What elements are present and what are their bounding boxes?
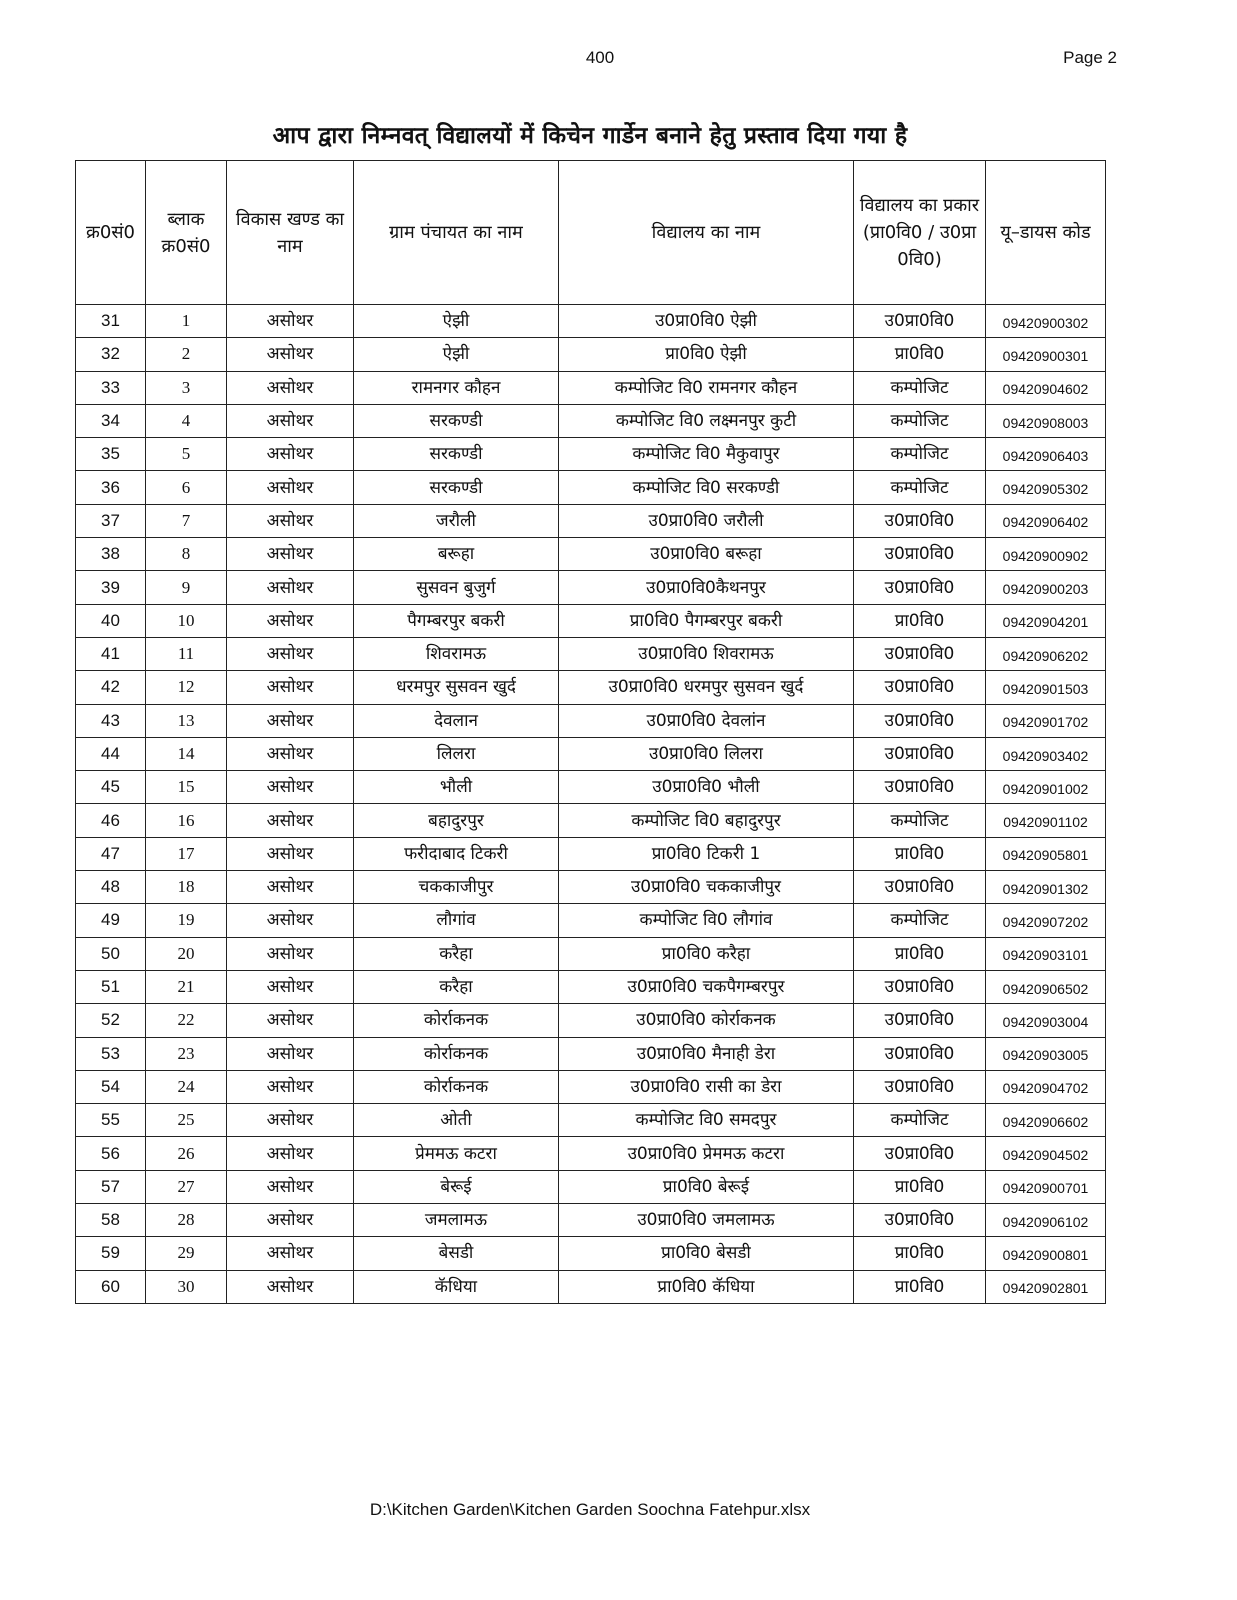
block-name-cell: असोथर — [227, 305, 354, 338]
header-school-type: विद्यालय का प्रकार (प्रा0वि0 / उ0प्रा 0वि0) — [854, 161, 986, 305]
block-serial-cell: 1 — [146, 305, 227, 338]
school-type-cell: उ0प्रा0वि0 — [854, 871, 986, 904]
table-row — [76, 837, 1106, 870]
table-row — [76, 970, 1106, 1003]
school-type-cell: प्रा0वि0 — [854, 837, 986, 870]
udise-code-cell: 09420900301 — [986, 338, 1106, 371]
block-name-cell: असोथर — [227, 904, 354, 937]
serial-cell: 58 — [76, 1204, 146, 1237]
block-name-cell: असोथर — [227, 338, 354, 371]
gram-panchayat-cell: सरकण्डी — [354, 438, 559, 471]
block-serial-cell: 16 — [146, 804, 227, 837]
school-name-cell: उ0प्रा0वि0 शिवरामऊ — [559, 637, 854, 670]
udise-code-cell: 09420901702 — [986, 704, 1106, 737]
block-serial-cell: 5 — [146, 438, 227, 471]
gram-panchayat-cell: सुसवन बुजुर्ग — [354, 571, 559, 604]
block-name-cell: असोथर — [227, 1104, 354, 1137]
block-serial-cell: 28 — [146, 1204, 227, 1237]
table-row — [76, 637, 1106, 670]
udise-code-cell: 09420903004 — [986, 1004, 1106, 1037]
serial-cell: 57 — [76, 1170, 146, 1203]
serial-cell: 54 — [76, 1070, 146, 1103]
block-serial-cell: 30 — [146, 1270, 227, 1303]
table-row — [76, 471, 1106, 504]
serial-cell: 32 — [76, 338, 146, 371]
block-serial-cell: 18 — [146, 871, 227, 904]
table-row — [76, 1104, 1106, 1137]
serial-cell: 60 — [76, 1270, 146, 1303]
table-row — [76, 671, 1106, 704]
udise-code-cell: 09420904602 — [986, 371, 1106, 404]
block-name-cell: असोथर — [227, 1070, 354, 1103]
table-row — [76, 438, 1106, 471]
block-name-cell: असोथर — [227, 1004, 354, 1037]
school-name-cell: कम्पोजिट वि0 लक्ष्मनपुर कुटी — [559, 404, 854, 437]
udise-code-cell: 09420906402 — [986, 504, 1106, 537]
block-serial-cell: 21 — [146, 970, 227, 1003]
gram-panchayat-cell: चककाजीपुर — [354, 871, 559, 904]
block-serial-cell: 11 — [146, 637, 227, 670]
gram-panchayat-cell: जमलामऊ — [354, 1204, 559, 1237]
block-name-cell: असोथर — [227, 1270, 354, 1303]
serial-cell: 43 — [76, 704, 146, 737]
udise-code-cell: 09420905801 — [986, 837, 1106, 870]
gram-panchayat-cell: फरीदाबाद टिकरी — [354, 837, 559, 870]
gram-panchayat-cell: बहादुरपुर — [354, 804, 559, 837]
table-row — [76, 1037, 1106, 1070]
school-name-cell: उ0प्रा0वि0 भौली — [559, 771, 854, 804]
serial-cell: 56 — [76, 1137, 146, 1170]
block-name-cell: असोथर — [227, 504, 354, 537]
block-name-cell: असोथर — [227, 937, 354, 970]
school-type-cell: कम्पोजिट — [854, 804, 986, 837]
school-name-cell: उ0प्रा0वि0 कोर्राकनक — [559, 1004, 854, 1037]
block-name-cell: असोथर — [227, 637, 354, 670]
block-serial-cell: 14 — [146, 737, 227, 770]
block-name-cell: असोथर — [227, 1137, 354, 1170]
udise-code-cell: 09420903101 — [986, 937, 1106, 970]
serial-cell: 33 — [76, 371, 146, 404]
block-name-cell: असोथर — [227, 1204, 354, 1237]
school-name-cell: उ0प्रा0वि0 लिलरा — [559, 737, 854, 770]
gram-panchayat-cell: लिलरा — [354, 737, 559, 770]
gram-panchayat-cell: कोर्राकनक — [354, 1070, 559, 1103]
school-type-cell: प्रा0वि0 — [854, 937, 986, 970]
header-block-name: विकास खण्ड का नाम — [227, 161, 354, 305]
school-type-cell: कम्पोजिट — [854, 471, 986, 504]
gram-panchayat-cell: कॅधिया — [354, 1270, 559, 1303]
school-type-cell: प्रा0वि0 — [854, 338, 986, 371]
school-type-cell: उ0प्रा0वि0 — [854, 1004, 986, 1037]
school-type-cell: कम्पोजिट — [854, 438, 986, 471]
school-type-cell: उ0प्रा0वि0 — [854, 704, 986, 737]
block-serial-cell: 2 — [146, 338, 227, 371]
serial-cell: 53 — [76, 1037, 146, 1070]
gram-panchayat-cell: कोर्राकनक — [354, 1037, 559, 1070]
school-name-cell: प्रा0वि0 टिकरी 1 — [559, 837, 854, 870]
school-type-cell: उ0प्रा0वि0 — [854, 1137, 986, 1170]
school-name-cell: उ0प्रा0वि0 जरौली — [559, 504, 854, 537]
block-name-cell: असोथर — [227, 538, 354, 571]
block-serial-cell: 23 — [146, 1037, 227, 1070]
block-name-cell: असोथर — [227, 604, 354, 637]
gram-panchayat-cell: बेसडी — [354, 1237, 559, 1270]
table-row — [76, 305, 1106, 338]
school-name-cell: उ0प्रा0वि0कैथनपुर — [559, 571, 854, 604]
school-name-cell: कम्पोजिट वि0 रामनगर कौहन — [559, 371, 854, 404]
serial-cell: 51 — [76, 970, 146, 1003]
table-row — [76, 1170, 1106, 1203]
school-name-cell: उ0प्रा0वि0 बरूहा — [559, 538, 854, 571]
block-serial-cell: 13 — [146, 704, 227, 737]
page-number: 400 — [585, 48, 615, 67]
school-name-cell: कम्पोजिट वि0 मैकुवापुर — [559, 438, 854, 471]
file-path-footer: D:\Kitchen Garden\Kitchen Garden Soochna Fatehpur.xlsx — [369, 1500, 811, 1519]
school-name-cell: कम्पोजिट वि0 लौगांव — [559, 904, 854, 937]
serial-cell: 40 — [76, 604, 146, 637]
school-type-cell: कम्पोजिट — [854, 1104, 986, 1137]
serial-cell: 55 — [76, 1104, 146, 1137]
block-serial-cell: 3 — [146, 371, 227, 404]
school-type-cell: उ0प्रा0वि0 — [854, 504, 986, 537]
table-row — [76, 1204, 1106, 1237]
school-type-cell: कम्पोजिट — [854, 904, 986, 937]
block-name-cell: असोथर — [227, 471, 354, 504]
udise-code-cell: 09420906202 — [986, 637, 1106, 670]
block-serial-cell: 19 — [146, 904, 227, 937]
school-name-cell: उ0प्रा0वि0 प्रेममऊ कटरा — [559, 1137, 854, 1170]
udise-code-cell: 09420902801 — [986, 1270, 1106, 1303]
gram-panchayat-cell: जरौली — [354, 504, 559, 537]
gram-panchayat-cell: देवलान — [354, 704, 559, 737]
table-row — [76, 937, 1106, 970]
serial-cell: 47 — [76, 837, 146, 870]
serial-cell: 45 — [76, 771, 146, 804]
table-row — [76, 704, 1106, 737]
serial-cell: 44 — [76, 737, 146, 770]
header-udise-code: यू–डायस कोड — [986, 161, 1106, 305]
page-label: Page 2 — [1063, 48, 1117, 67]
table-row — [76, 571, 1106, 604]
school-name-cell: प्रा0वि0 बेरूई — [559, 1170, 854, 1203]
header-block-serial: ब्लाक क्र0सं0 — [146, 161, 227, 305]
school-type-cell: उ0प्रा0वि0 — [854, 970, 986, 1003]
document-title: आप द्वारा निम्नवत् विद्यालयों में किचेन गार्डेन बनाने हेतु प्रस्ताव दिया गया है — [272, 123, 908, 149]
block-serial-cell: 27 — [146, 1170, 227, 1203]
serial-cell: 35 — [76, 438, 146, 471]
block-serial-cell: 8 — [146, 538, 227, 571]
block-name-cell: असोथर — [227, 1237, 354, 1270]
gram-panchayat-cell: बेरूई — [354, 1170, 559, 1203]
udise-code-cell: 09420907202 — [986, 904, 1106, 937]
udise-code-cell: 09420906502 — [986, 970, 1106, 1003]
gram-panchayat-cell: ऐझी — [354, 305, 559, 338]
block-serial-cell: 6 — [146, 471, 227, 504]
udise-code-cell: 09420900801 — [986, 1237, 1106, 1270]
udise-code-cell: 09420906602 — [986, 1104, 1106, 1137]
udise-code-cell: 09420901302 — [986, 871, 1106, 904]
table-row — [76, 404, 1106, 437]
school-type-cell: उ0प्रा0वि0 — [854, 1070, 986, 1103]
udise-code-cell: 09420906102 — [986, 1204, 1106, 1237]
table-row — [76, 1070, 1106, 1103]
table-row — [76, 1137, 1106, 1170]
header-serial: क्र0सं0 — [76, 161, 146, 305]
block-serial-cell: 7 — [146, 504, 227, 537]
gram-panchayat-cell: करैहा — [354, 937, 559, 970]
block-name-cell: असोथर — [227, 804, 354, 837]
school-type-cell: उ0प्रा0वि0 — [854, 1037, 986, 1070]
block-name-cell: असोथर — [227, 571, 354, 604]
udise-code-cell: 09420904201 — [986, 604, 1106, 637]
school-type-cell: उ0प्रा0वि0 — [854, 571, 986, 604]
table-row — [76, 538, 1106, 571]
school-name-cell: प्रा0वि0 पैगम्बरपुर बकरी — [559, 604, 854, 637]
udise-code-cell: 09420903005 — [986, 1037, 1106, 1070]
table-row — [76, 338, 1106, 371]
table-row — [76, 737, 1106, 770]
school-type-cell: उ0प्रा0वि0 — [854, 1204, 986, 1237]
udise-code-cell: 09420905302 — [986, 471, 1106, 504]
udise-code-cell: 09420901503 — [986, 671, 1106, 704]
school-name-cell: प्रा0वि0 ऐझी — [559, 338, 854, 371]
gram-panchayat-cell: प्रेममऊ कटरा — [354, 1137, 559, 1170]
block-name-cell: असोथर — [227, 1170, 354, 1203]
school-name-cell: उ0प्रा0वि0 धरमपुर सुसवन खुर्द — [559, 671, 854, 704]
school-type-cell: उ0प्रा0वि0 — [854, 771, 986, 804]
header-school-name: विद्यालय का नाम — [559, 161, 854, 305]
table-row — [76, 604, 1106, 637]
udise-code-cell: 09420900701 — [986, 1170, 1106, 1203]
school-type-cell: उ0प्रा0वि0 — [854, 538, 986, 571]
school-name-cell: उ0प्रा0वि0 चककाजीपुर — [559, 871, 854, 904]
table-row — [76, 504, 1106, 537]
gram-panchayat-cell: धरमपुर सुसवन खुर्द — [354, 671, 559, 704]
udise-code-cell: 09420900203 — [986, 571, 1106, 604]
schools-table — [75, 160, 1106, 1304]
udise-code-cell: 09420908003 — [986, 404, 1106, 437]
school-name-cell: उ0प्रा0वि0 रासी का डेरा — [559, 1070, 854, 1103]
table-row — [76, 804, 1106, 837]
school-name-cell: प्रा0वि0 बेसडी — [559, 1237, 854, 1270]
table-row — [76, 871, 1106, 904]
school-name-cell: प्रा0वि0 करैहा — [559, 937, 854, 970]
table-row — [76, 371, 1106, 404]
block-name-cell: असोथर — [227, 837, 354, 870]
header-gram-panchayat: ग्राम पंचायत का नाम — [354, 161, 559, 305]
school-type-cell: प्रा0वि0 — [854, 1237, 986, 1270]
udise-code-cell: 09420901102 — [986, 804, 1106, 837]
table-row — [76, 1237, 1106, 1270]
block-serial-cell: 25 — [146, 1104, 227, 1137]
school-type-cell: प्रा0वि0 — [854, 604, 986, 637]
udise-code-cell: 09420906403 — [986, 438, 1106, 471]
serial-cell: 37 — [76, 504, 146, 537]
table-row — [76, 771, 1106, 804]
block-name-cell: असोथर — [227, 704, 354, 737]
serial-cell: 36 — [76, 471, 146, 504]
school-type-cell: प्रा0वि0 — [854, 1170, 986, 1203]
school-name-cell: उ0प्रा0वि0 मैनाही डेरा — [559, 1037, 854, 1070]
gram-panchayat-cell: पैगम्बरपुर बकरी — [354, 604, 559, 637]
table-row — [76, 1270, 1106, 1303]
udise-code-cell: 09420901002 — [986, 771, 1106, 804]
school-name-cell: उ0प्रा0वि0 जमलामऊ — [559, 1204, 854, 1237]
block-serial-cell: 9 — [146, 571, 227, 604]
serial-cell: 50 — [76, 937, 146, 970]
gram-panchayat-cell: लौगांव — [354, 904, 559, 937]
block-serial-cell: 15 — [146, 771, 227, 804]
block-name-cell: असोथर — [227, 404, 354, 437]
school-type-cell: कम्पोजिट — [854, 371, 986, 404]
school-name-cell: कम्पोजिट वि0 सरकण्डी — [559, 471, 854, 504]
block-name-cell: असोथर — [227, 970, 354, 1003]
gram-panchayat-cell: शिवरामऊ — [354, 637, 559, 670]
block-serial-cell: 4 — [146, 404, 227, 437]
gram-panchayat-cell: करैहा — [354, 970, 559, 1003]
block-serial-cell: 20 — [146, 937, 227, 970]
block-name-cell: असोथर — [227, 438, 354, 471]
serial-cell: 48 — [76, 871, 146, 904]
block-serial-cell: 10 — [146, 604, 227, 637]
block-name-cell: असोथर — [227, 871, 354, 904]
gram-panchayat-cell: ऐझी — [354, 338, 559, 371]
school-type-cell: प्रा0वि0 — [854, 1270, 986, 1303]
gram-panchayat-cell: रामनगर कौहन — [354, 371, 559, 404]
block-serial-cell: 17 — [146, 837, 227, 870]
gram-panchayat-cell: सरकण्डी — [354, 404, 559, 437]
gram-panchayat-cell: बरूहा — [354, 538, 559, 571]
block-name-cell: असोथर — [227, 737, 354, 770]
school-type-cell: उ0प्रा0वि0 — [854, 737, 986, 770]
school-type-cell: उ0प्रा0वि0 — [854, 637, 986, 670]
block-serial-cell: 29 — [146, 1237, 227, 1270]
udise-code-cell: 09420903402 — [986, 737, 1106, 770]
block-serial-cell: 26 — [146, 1137, 227, 1170]
gram-panchayat-cell: सरकण्डी — [354, 471, 559, 504]
block-serial-cell: 24 — [146, 1070, 227, 1103]
serial-cell: 38 — [76, 538, 146, 571]
serial-cell: 41 — [76, 637, 146, 670]
school-type-cell: कम्पोजिट — [854, 404, 986, 437]
table-body — [76, 305, 1106, 1304]
block-name-cell: असोथर — [227, 671, 354, 704]
school-name-cell: कम्पोजिट वि0 बहादुरपुर — [559, 804, 854, 837]
school-type-cell: उ0प्रा0वि0 — [854, 671, 986, 704]
serial-cell: 34 — [76, 404, 146, 437]
school-name-cell: प्रा0वि0 कॅधिया — [559, 1270, 854, 1303]
serial-cell: 46 — [76, 804, 146, 837]
serial-cell: 31 — [76, 305, 146, 338]
school-name-cell: उ0प्रा0वि0 ऐझी — [559, 305, 854, 338]
serial-cell: 52 — [76, 1004, 146, 1037]
udise-code-cell: 09420904702 — [986, 1070, 1106, 1103]
gram-panchayat-cell: ओती — [354, 1104, 559, 1137]
gram-panchayat-cell: भौली — [354, 771, 559, 804]
serial-cell: 42 — [76, 671, 146, 704]
block-name-cell: असोथर — [227, 1037, 354, 1070]
udise-code-cell: 09420900902 — [986, 538, 1106, 571]
table-row — [76, 1004, 1106, 1037]
block-name-cell: असोथर — [227, 771, 354, 804]
serial-cell: 59 — [76, 1237, 146, 1270]
block-serial-cell: 12 — [146, 671, 227, 704]
school-name-cell: कम्पोजिट वि0 समदपुर — [559, 1104, 854, 1137]
school-type-cell: उ0प्रा0वि0 — [854, 305, 986, 338]
block-name-cell: असोथर — [227, 371, 354, 404]
gram-panchayat-cell: कोर्राकनक — [354, 1004, 559, 1037]
school-name-cell: उ0प्रा0वि0 चकपैगम्बरपुर — [559, 970, 854, 1003]
school-name-cell: उ0प्रा0वि0 देवलांन — [559, 704, 854, 737]
udise-code-cell: 09420900302 — [986, 305, 1106, 338]
udise-code-cell: 09420904502 — [986, 1137, 1106, 1170]
table-row — [76, 904, 1106, 937]
serial-cell: 39 — [76, 571, 146, 604]
block-serial-cell: 22 — [146, 1004, 227, 1037]
table-header-row — [76, 161, 1106, 305]
serial-cell: 49 — [76, 904, 146, 937]
